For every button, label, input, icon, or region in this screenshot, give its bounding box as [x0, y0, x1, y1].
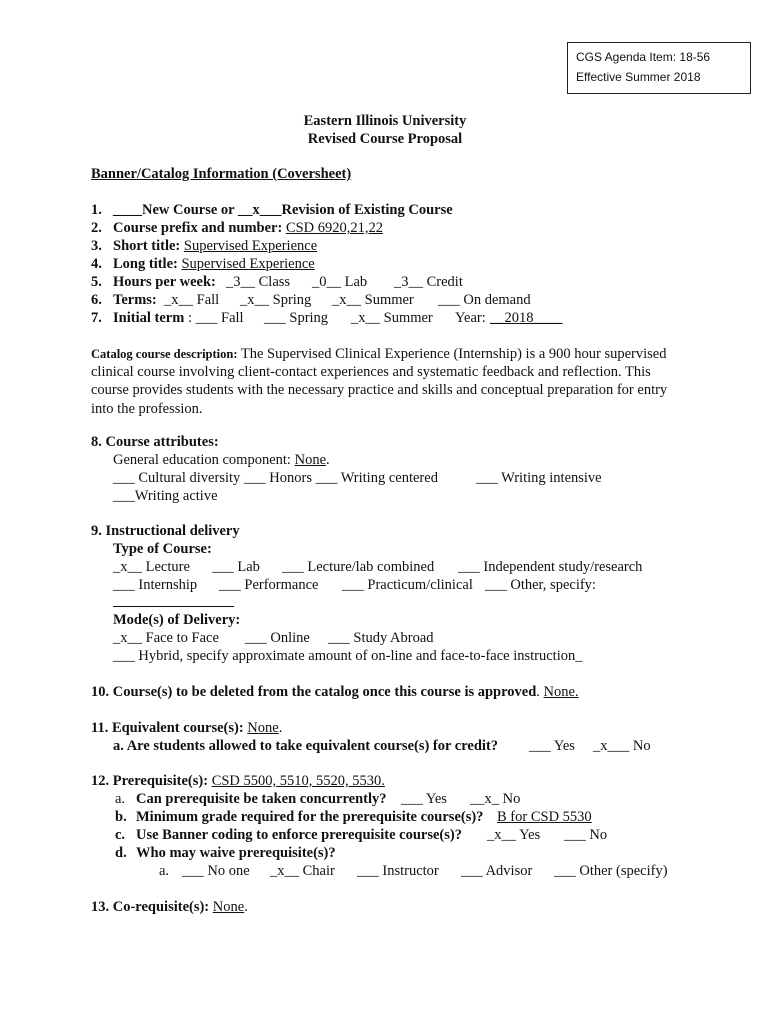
- type-independent-study: ___ Independent study/research: [458, 559, 643, 575]
- courses-deleted-line: 10. Course(s) to be deleted from the catalog once this course is approved. None.: [91, 684, 579, 700]
- item-number: 5.: [91, 274, 102, 290]
- initial-term-spring: ___ Spring: [264, 310, 329, 326]
- item-number: 7.: [91, 310, 102, 326]
- catalog-description-text: The Supervised Clinical Experience (Internship) is a 900 hour supervised clinical course involving client-contact experiences and systematic feedback and reflection. This course provides students with the necessary practice and skills and conceptual preparation for entry into the profession.: [91, 346, 668, 417]
- mode-study-abroad: ___ Study Abroad: [328, 630, 434, 646]
- waive-instructor: ___ Instructor: [357, 863, 439, 879]
- mode-of-delivery-title: Mode(s) of Delivery:: [113, 612, 241, 628]
- hours-label: Hours per week:: [113, 274, 216, 290]
- effective-term: Effective Summer 2018: [576, 70, 701, 84]
- item-number: 2.: [91, 220, 102, 236]
- sub-item-letter: b.: [115, 809, 127, 825]
- corequisites-label: 13. Co-requisite(s):: [91, 899, 213, 915]
- terms-fall: _x__ Fall: [164, 292, 220, 308]
- banner-coding-no: ___ No: [564, 827, 608, 843]
- item-number: 4.: [91, 256, 102, 272]
- waive-no-one: ___ No one: [182, 863, 250, 879]
- form-title: Revised Course Proposal: [307, 131, 463, 147]
- sub-item-letter: d.: [115, 845, 127, 861]
- sub-item-letter: a.: [115, 791, 126, 807]
- waive-question: Who may waive prerequisite(s)?: [136, 845, 336, 861]
- type-performance: ___ Performance: [219, 577, 319, 593]
- attributes-cultural-line: ___ Cultural diversity ___ Honors ___ Writing centered: [113, 470, 438, 486]
- course-attributes-title: 8. Course attributes:: [91, 434, 219, 450]
- terms-spring: _x__ Spring: [240, 292, 312, 308]
- terms-label: Terms:: [113, 292, 157, 308]
- agenda-item-number: CGS Agenda Item: 18-56: [576, 50, 711, 64]
- waive-other: ___ Other (specify): [554, 863, 668, 879]
- initial-term-fall: : ___ Fall: [188, 310, 244, 326]
- waive-chair: _x__ Chair: [270, 863, 335, 879]
- mode-online: ___ Online: [245, 630, 310, 646]
- type-other: ___ Other, specify:: [485, 577, 596, 593]
- hours-credit: _3__ Credit: [394, 274, 463, 290]
- type-internship: ___ Internship: [113, 577, 198, 593]
- concurrent-no: __x_ No: [470, 791, 521, 807]
- initial-term-year-label: Year:: [455, 310, 486, 326]
- corequisites-line: 13. Co-requisite(s): None.: [91, 899, 248, 915]
- initial-term-summer: _x__ Summer: [351, 310, 433, 326]
- catalog-description-label: Catalog course description:: [91, 347, 238, 361]
- attributes-writing-intensive: ___ Writing intensive: [476, 470, 602, 486]
- item-number: 3.: [91, 238, 102, 254]
- course-prefix-line: [113, 220, 383, 237]
- course-type-line: ____New Course or __x___Revision of Existing Course: [113, 202, 453, 218]
- instructional-delivery-title: 9. Instructional delivery: [91, 523, 240, 539]
- minimum-grade-value: B for CSD 5530: [497, 809, 592, 825]
- terms-on-demand: ___ On demand: [438, 292, 531, 308]
- type-lecture-lab: ___ Lecture/lab combined: [282, 559, 435, 575]
- university-name: Eastern Illinois University: [303, 113, 467, 129]
- short-title-label: Short title:: [113, 238, 181, 254]
- short-title-line: [113, 238, 317, 255]
- type-lab: ___ Lab: [212, 559, 260, 575]
- agenda-item-box: [567, 42, 751, 94]
- courses-deleted-label: 10. Course(s) to be deleted from the catalog once this course is approved: [91, 684, 537, 700]
- item-number: 6.: [91, 292, 102, 308]
- catalog-description: [91, 345, 691, 418]
- type-lecture: _x__ Lecture: [113, 559, 190, 575]
- concurrent-question: Can prerequisite be taken concurrently?: [136, 791, 387, 807]
- gen-ed-line: General education component: None.: [113, 452, 330, 468]
- attributes-writing-active: ___Writing active: [113, 488, 218, 504]
- equivalent-credit-no: _x___ No: [593, 738, 651, 754]
- equivalent-courses-value: None: [247, 720, 279, 736]
- mode-face-to-face: _x__ Face to Face: [113, 630, 219, 646]
- short-title-value: Supervised Experience: [183, 238, 318, 254]
- item-number: 1.: [91, 202, 102, 218]
- initial-term-label: Initial term: [113, 310, 185, 326]
- course-prefix-label: Course prefix and number:: [113, 220, 283, 236]
- gen-ed-label: General education component:: [113, 452, 295, 468]
- banner-coding-question: Use Banner coding to enforce prerequisite course(s)?: [136, 827, 462, 843]
- long-title-value: Supervised Experience: [181, 256, 315, 272]
- mode-hybrid: ___ Hybrid, specify approximate amount of on-line and face-to-face instruction_: [113, 648, 583, 664]
- long-title-label: Long title:: [113, 256, 178, 272]
- type-practicum: ___ Practicum/clinical: [342, 577, 473, 593]
- hours-lab: _0__ Lab: [312, 274, 368, 290]
- long-title-line: [113, 256, 315, 273]
- courses-deleted-value: None.: [543, 684, 579, 700]
- section-title: Banner/Catalog Information (Coversheet): [91, 166, 352, 182]
- other-specify-blank: [113, 606, 234, 607]
- gen-ed-value: None: [294, 452, 327, 468]
- terms-summer: _x__ Summer: [332, 292, 414, 308]
- equivalent-courses-label: 11. Equivalent course(s):: [91, 720, 248, 736]
- prerequisites-label: 12. Prerequisite(s):: [91, 773, 212, 789]
- sub-item-letter: c.: [115, 827, 126, 843]
- equivalent-credit-yes: ___ Yes: [529, 738, 575, 754]
- sub-item-letter: a.: [159, 863, 170, 879]
- concurrent-yes: ___ Yes: [401, 791, 447, 807]
- minimum-grade-question: Minimum grade required for the prerequisite course(s)?: [136, 809, 484, 825]
- prerequisites-line: [91, 773, 385, 790]
- equivalent-credit-question: a. Are students allowed to take equivalent course(s) for credit?: [113, 738, 499, 754]
- course-prefix-value: CSD 6920,21,22: [285, 220, 384, 236]
- equivalent-courses-line: 11. Equivalent course(s): None.: [91, 720, 283, 736]
- hours-class: _3__ Class: [226, 274, 291, 290]
- corequisites-value: None: [212, 899, 245, 915]
- prerequisites-value: CSD 5500, 5510, 5520, 5530.: [211, 773, 385, 789]
- banner-coding-yes: _x__ Yes: [487, 827, 541, 843]
- type-of-course-title: Type of Course:: [113, 541, 212, 557]
- initial-term-year-value: __2018____: [490, 310, 563, 326]
- waive-advisor: ___ Advisor: [461, 863, 533, 879]
